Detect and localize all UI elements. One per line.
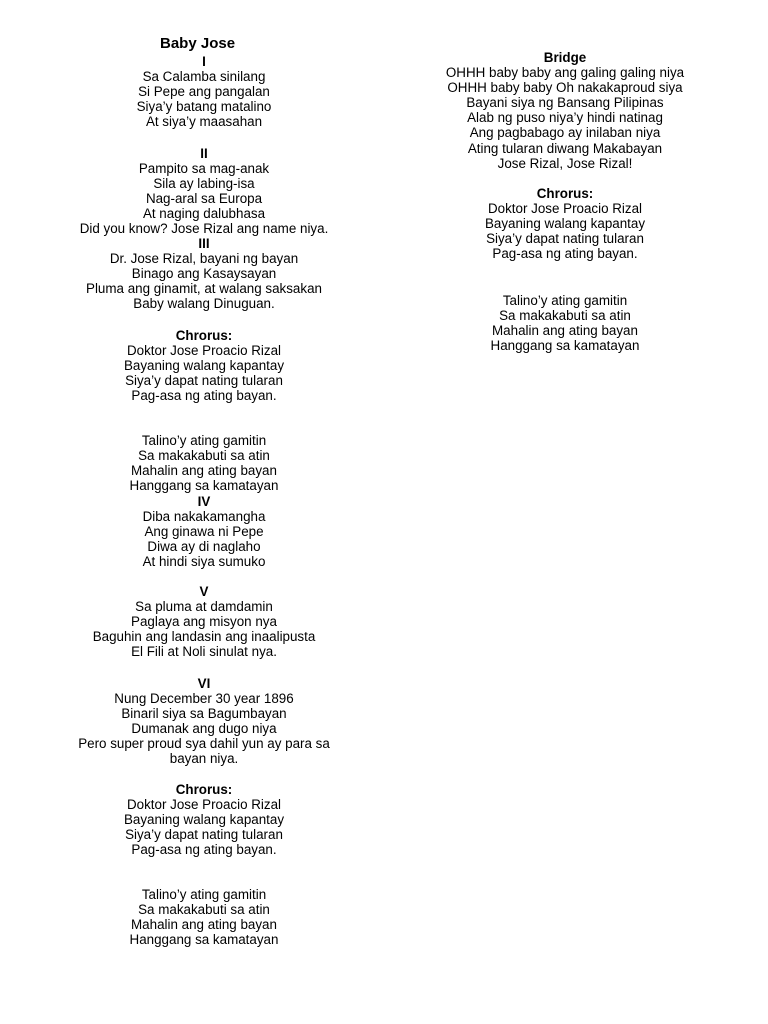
lyric-line: Doktor Jose Proacio Rizal bbox=[487, 201, 643, 217]
lyric-line: Ating tularan diwang Makabayan bbox=[467, 140, 663, 156]
lyric-line: OHHH baby baby Oh nakakaproud siya bbox=[447, 80, 683, 96]
lyric-line: Sa makakabuti sa atin bbox=[138, 902, 270, 918]
lyric-line: Siya’y dapat nating tularan bbox=[486, 231, 644, 247]
lyric-line: Mahalin ang ating bayan bbox=[131, 917, 277, 933]
lyric-line: Pero super proud sya dahil yun ay para sa bbox=[78, 736, 330, 752]
stanza-chrorus bbox=[54, 328, 354, 403]
lyric-line: Mahalin ang ating bayan bbox=[131, 463, 277, 479]
lyric-line: Sa makakabuti sa atin bbox=[138, 448, 270, 464]
lyric-line: Bayaning walang kapantay bbox=[484, 216, 646, 232]
lyric-line: Baguhin ang landasin ang inaalipusta bbox=[92, 629, 316, 645]
lyric-line: Diwa ay di naglaho bbox=[147, 539, 261, 555]
stanza-bridge bbox=[410, 50, 720, 171]
stanza-v bbox=[54, 584, 354, 659]
stanza bbox=[410, 293, 720, 353]
lyric-line: At hindi siya sumuko bbox=[142, 554, 266, 570]
lyric-line: Sa makakabuti sa atin bbox=[499, 308, 631, 324]
lyric-line: Alab ng puso niya’y hindi natinag bbox=[467, 110, 663, 126]
stanza-heading: Chrorus: bbox=[175, 328, 233, 343]
stanza bbox=[54, 887, 354, 947]
stanza bbox=[54, 433, 354, 493]
lyric-line: Siya’y batang matalino bbox=[136, 99, 272, 115]
lyric-line: Siya’y dapat nating tularan bbox=[125, 827, 283, 843]
stanza-heading: VI bbox=[197, 676, 211, 691]
lyric-line: Sa Calamba sinilang bbox=[142, 69, 266, 85]
lyric-line: Doktor Jose Proacio Rizal bbox=[126, 797, 282, 813]
lyric-line: OHHH baby baby ang galing galing niya bbox=[445, 65, 685, 81]
lyric-line: Siya’y dapat nating tularan bbox=[125, 373, 283, 389]
lyric-line: Nung December 30 year 1896 bbox=[114, 691, 294, 707]
lyric-line: Nag-aral sa Europa bbox=[145, 191, 263, 207]
lyric-line: Binago ang Kasaysayan bbox=[131, 266, 277, 282]
lyric-line: Hanggang sa kamatayan bbox=[129, 478, 279, 494]
stanza-heading: Chrorus: bbox=[175, 782, 233, 797]
song-title: Baby Jose bbox=[160, 35, 236, 52]
lyric-line: Talino’y ating gamitin bbox=[502, 293, 628, 309]
stanza-heading: II bbox=[200, 146, 208, 161]
stanza-i bbox=[54, 54, 354, 129]
lyric-line: Did you know? Jose Rizal ang name niya. bbox=[79, 221, 329, 237]
stanza-heading: V bbox=[199, 584, 209, 599]
stanza-heading: Chrorus: bbox=[536, 186, 594, 201]
lyric-line: Baby walang Dinuguan. bbox=[133, 296, 275, 312]
lyric-line: Doktor Jose Proacio Rizal bbox=[126, 343, 282, 359]
lyric-line: Si Pepe ang pangalan bbox=[138, 84, 270, 100]
lyric-line: Dr. Jose Rizal, bayani ng bayan bbox=[109, 251, 299, 267]
lyric-line: At naging dalubhasa bbox=[142, 206, 266, 222]
stanza-heading: Bridge bbox=[543, 50, 587, 65]
lyric-line: Hanggang sa kamatayan bbox=[129, 932, 279, 948]
lyric-line: Diba nakakamangha bbox=[142, 509, 266, 525]
stanza-chrorus bbox=[410, 186, 720, 261]
lyric-line: Pag-asa ng ating bayan. bbox=[131, 842, 277, 858]
stanza-heading: IV bbox=[197, 494, 211, 509]
lyric-line: Pag-asa ng ating bayan. bbox=[131, 388, 277, 404]
lyric-line: Jose Rizal, Jose Rizal! bbox=[497, 155, 633, 171]
lyric-line: Talino’y ating gamitin bbox=[141, 887, 267, 903]
lyric-line: Pag-asa ng ating bayan. bbox=[492, 246, 638, 262]
stanza-chrorus bbox=[54, 782, 354, 857]
lyric-line: Bayaning walang kapantay bbox=[123, 358, 285, 374]
lyric-line: Mahalin ang ating bayan bbox=[492, 323, 638, 339]
lyric-line: Sila ay labing-isa bbox=[153, 176, 255, 192]
lyric-line: Ang pagbabago ay inilaban niya bbox=[469, 125, 661, 141]
lyric-line: Sa pluma at damdamin bbox=[135, 599, 273, 615]
lyric-line: Pluma ang ginamit, at walang saksakan bbox=[86, 281, 322, 297]
lyric-line: El Fili at Noli sinulat nya. bbox=[131, 644, 277, 660]
lyric-line: Talino’y ating gamitin bbox=[141, 433, 267, 449]
stanza-heading: III bbox=[198, 236, 210, 251]
stanza-ii bbox=[54, 146, 354, 237]
lyric-line: Ang ginawa ni Pepe bbox=[144, 524, 264, 540]
stanza-vi bbox=[54, 676, 354, 767]
lyric-line: Bayaning walang kapantay bbox=[123, 812, 285, 828]
lyric-line: Dumanak ang dugo niya bbox=[131, 721, 277, 737]
lyric-line: At siya’y maasahan bbox=[145, 114, 263, 130]
stanza-iv bbox=[54, 494, 354, 569]
stanza-heading: I bbox=[202, 54, 206, 69]
lyric-line: Bayani siya ng Bansang Pilipinas bbox=[466, 95, 664, 111]
stanza-iii bbox=[54, 236, 354, 311]
lyric-line: Pampito sa mag-anak bbox=[138, 161, 270, 177]
lyric-line: Paglaya ang misyon nya bbox=[131, 614, 277, 630]
lyric-line: Hanggang sa kamatayan bbox=[490, 338, 640, 354]
lyric-line: Binaril siya sa Bagumbayan bbox=[121, 706, 287, 722]
lyric-line: bayan niya. bbox=[169, 751, 239, 767]
